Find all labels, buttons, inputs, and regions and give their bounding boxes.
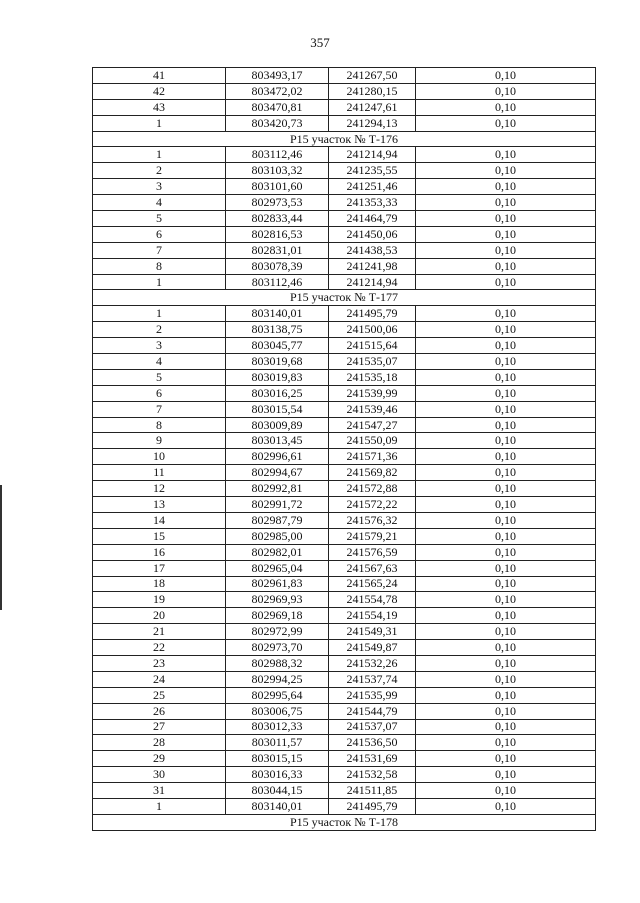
accuracy-cell: 0,10 (416, 163, 596, 179)
point-number-cell: 7 (93, 401, 226, 417)
point-number-cell: 27 (93, 719, 226, 735)
page-number: 357 (310, 35, 330, 50)
point-number-cell: 4 (93, 354, 226, 370)
x-coordinate-cell: 803009,89 (226, 417, 329, 433)
section-title: Р15 участок № Т-177 (93, 290, 596, 306)
y-coordinate-cell: 241214,94 (329, 274, 416, 290)
y-coordinate-cell: 241539,46 (329, 401, 416, 417)
coordinates-table-body (93, 68, 596, 831)
point-number-cell: 13 (93, 497, 226, 513)
table-row (93, 99, 596, 115)
x-coordinate-cell: 802972,99 (226, 624, 329, 640)
point-number-cell: 11 (93, 465, 226, 481)
y-coordinate-cell: 241537,74 (329, 671, 416, 687)
accuracy-cell: 0,10 (416, 179, 596, 195)
accuracy-cell: 0,10 (416, 369, 596, 385)
x-coordinate-cell: 803019,83 (226, 369, 329, 385)
point-number-cell: 12 (93, 481, 226, 497)
x-coordinate-cell: 803015,54 (226, 401, 329, 417)
accuracy-cell: 0,10 (416, 354, 596, 370)
accuracy-cell: 0,10 (416, 798, 596, 814)
x-coordinate-cell: 803103,32 (226, 163, 329, 179)
point-number-cell: 7 (93, 242, 226, 258)
point-number-cell: 6 (93, 226, 226, 242)
point-number-cell: 1 (93, 115, 226, 131)
x-coordinate-cell: 802973,70 (226, 640, 329, 656)
y-coordinate-cell: 241267,50 (329, 68, 416, 84)
accuracy-cell: 0,10 (416, 195, 596, 211)
x-coordinate-cell: 802996,61 (226, 449, 329, 465)
y-coordinate-cell: 241500,06 (329, 322, 416, 338)
accuracy-cell: 0,10 (416, 783, 596, 799)
table-row (93, 624, 596, 640)
x-coordinate-cell: 803016,33 (226, 767, 329, 783)
x-coordinate-cell: 803420,73 (226, 115, 329, 131)
x-coordinate-cell: 802994,25 (226, 671, 329, 687)
point-number-cell: 2 (93, 322, 226, 338)
y-coordinate-cell: 241495,79 (329, 798, 416, 814)
y-coordinate-cell: 241214,94 (329, 147, 416, 163)
y-coordinate-cell: 241280,15 (329, 83, 416, 99)
point-number-cell: 25 (93, 687, 226, 703)
accuracy-cell: 0,10 (416, 560, 596, 576)
section-header-row (93, 814, 596, 830)
y-coordinate-cell: 241579,21 (329, 528, 416, 544)
point-number-cell: 9 (93, 433, 226, 449)
point-number-cell: 6 (93, 385, 226, 401)
x-coordinate-cell: 802985,00 (226, 528, 329, 544)
x-coordinate-cell: 802994,67 (226, 465, 329, 481)
x-coordinate-cell: 802961,83 (226, 576, 329, 592)
point-number-cell: 16 (93, 544, 226, 560)
x-coordinate-cell: 802992,81 (226, 481, 329, 497)
x-coordinate-cell: 802987,79 (226, 512, 329, 528)
table-row (93, 258, 596, 274)
y-coordinate-cell: 241535,07 (329, 354, 416, 370)
table-row (93, 179, 596, 195)
accuracy-cell: 0,10 (416, 99, 596, 115)
point-number-cell: 8 (93, 417, 226, 433)
x-coordinate-cell: 803019,68 (226, 354, 329, 370)
point-number-cell: 8 (93, 258, 226, 274)
y-coordinate-cell: 241554,19 (329, 608, 416, 624)
x-coordinate-cell: 803101,60 (226, 179, 329, 195)
x-coordinate-cell: 802973,53 (226, 195, 329, 211)
table-row (93, 338, 596, 354)
table-row (93, 465, 596, 481)
table-row (93, 703, 596, 719)
y-coordinate-cell: 241464,79 (329, 211, 416, 227)
x-coordinate-cell: 802833,44 (226, 211, 329, 227)
y-coordinate-cell: 241576,32 (329, 512, 416, 528)
accuracy-cell: 0,10 (416, 242, 596, 258)
y-coordinate-cell: 241535,99 (329, 687, 416, 703)
accuracy-cell: 0,10 (416, 433, 596, 449)
x-coordinate-cell: 802969,93 (226, 592, 329, 608)
table-row (93, 783, 596, 799)
y-coordinate-cell: 241554,78 (329, 592, 416, 608)
x-coordinate-cell: 802965,04 (226, 560, 329, 576)
y-coordinate-cell: 241532,58 (329, 767, 416, 783)
table-row (93, 322, 596, 338)
point-number-cell: 3 (93, 338, 226, 354)
accuracy-cell: 0,10 (416, 544, 596, 560)
y-coordinate-cell: 241576,59 (329, 544, 416, 560)
y-coordinate-cell: 241549,87 (329, 640, 416, 656)
y-coordinate-cell: 241353,33 (329, 195, 416, 211)
y-coordinate-cell: 241235,55 (329, 163, 416, 179)
x-coordinate-cell: 803045,77 (226, 338, 329, 354)
table-row (93, 640, 596, 656)
accuracy-cell: 0,10 (416, 592, 596, 608)
x-coordinate-cell: 802988,32 (226, 655, 329, 671)
accuracy-cell: 0,10 (416, 226, 596, 242)
accuracy-cell: 0,10 (416, 306, 596, 322)
point-number-cell: 14 (93, 512, 226, 528)
y-coordinate-cell: 241511,85 (329, 783, 416, 799)
point-number-cell: 30 (93, 767, 226, 783)
y-coordinate-cell: 241438,53 (329, 242, 416, 258)
point-number-cell: 1 (93, 274, 226, 290)
y-coordinate-cell: 241549,31 (329, 624, 416, 640)
x-coordinate-cell: 803472,02 (226, 83, 329, 99)
accuracy-cell: 0,10 (416, 115, 596, 131)
point-number-cell: 28 (93, 735, 226, 751)
accuracy-cell: 0,10 (416, 767, 596, 783)
table-row (93, 719, 596, 735)
table-row (93, 242, 596, 258)
table-row (93, 226, 596, 242)
point-number-cell: 5 (93, 211, 226, 227)
table-row (93, 211, 596, 227)
y-coordinate-cell: 241515,64 (329, 338, 416, 354)
point-number-cell: 3 (93, 179, 226, 195)
x-coordinate-cell: 802995,64 (226, 687, 329, 703)
point-number-cell: 43 (93, 99, 226, 115)
table-row (93, 401, 596, 417)
table-row (93, 481, 596, 497)
point-number-cell: 41 (93, 68, 226, 84)
accuracy-cell: 0,10 (416, 465, 596, 481)
x-coordinate-cell: 803015,15 (226, 751, 329, 767)
table-row (93, 735, 596, 751)
accuracy-cell: 0,10 (416, 322, 596, 338)
point-number-cell: 31 (93, 783, 226, 799)
table-row (93, 385, 596, 401)
x-coordinate-cell: 803470,81 (226, 99, 329, 115)
table-row (93, 433, 596, 449)
accuracy-cell: 0,10 (416, 68, 596, 84)
x-coordinate-cell: 803138,75 (226, 322, 329, 338)
table-row (93, 83, 596, 99)
point-number-cell: 15 (93, 528, 226, 544)
point-number-cell: 19 (93, 592, 226, 608)
point-number-cell: 2 (93, 163, 226, 179)
y-coordinate-cell: 241547,27 (329, 417, 416, 433)
point-number-cell: 10 (93, 449, 226, 465)
point-number-cell: 20 (93, 608, 226, 624)
table-row (93, 417, 596, 433)
x-coordinate-cell: 803012,33 (226, 719, 329, 735)
table-row (93, 767, 596, 783)
table-row (93, 306, 596, 322)
accuracy-cell: 0,10 (416, 512, 596, 528)
accuracy-cell: 0,10 (416, 481, 596, 497)
accuracy-cell: 0,10 (416, 608, 596, 624)
accuracy-cell: 0,10 (416, 274, 596, 290)
section-title: Р15 участок № Т-176 (93, 131, 596, 147)
point-number-cell: 42 (93, 83, 226, 99)
accuracy-cell: 0,10 (416, 687, 596, 703)
y-coordinate-cell: 241572,88 (329, 481, 416, 497)
point-number-cell: 17 (93, 560, 226, 576)
accuracy-cell: 0,10 (416, 671, 596, 687)
accuracy-cell: 0,10 (416, 497, 596, 513)
x-coordinate-cell: 803112,46 (226, 147, 329, 163)
section-header-row (93, 131, 596, 147)
x-coordinate-cell: 803016,25 (226, 385, 329, 401)
y-coordinate-cell: 241532,26 (329, 655, 416, 671)
y-coordinate-cell: 241247,61 (329, 99, 416, 115)
point-number-cell: 1 (93, 147, 226, 163)
x-coordinate-cell: 803044,15 (226, 783, 329, 799)
y-coordinate-cell: 241450,06 (329, 226, 416, 242)
y-coordinate-cell: 241294,13 (329, 115, 416, 131)
accuracy-cell: 0,10 (416, 640, 596, 656)
accuracy-cell: 0,10 (416, 735, 596, 751)
table-row (93, 560, 596, 576)
x-coordinate-cell: 802991,72 (226, 497, 329, 513)
accuracy-cell: 0,10 (416, 417, 596, 433)
table-row (93, 528, 596, 544)
y-coordinate-cell: 241569,82 (329, 465, 416, 481)
table-row (93, 798, 596, 814)
x-coordinate-cell: 803140,01 (226, 798, 329, 814)
accuracy-cell: 0,10 (416, 449, 596, 465)
y-coordinate-cell: 241536,50 (329, 735, 416, 751)
table-row (93, 512, 596, 528)
point-number-cell: 29 (93, 751, 226, 767)
accuracy-cell: 0,10 (416, 385, 596, 401)
x-coordinate-cell: 803006,75 (226, 703, 329, 719)
point-number-cell: 22 (93, 640, 226, 656)
table-row (93, 195, 596, 211)
point-number-cell: 1 (93, 306, 226, 322)
x-coordinate-cell: 803140,01 (226, 306, 329, 322)
y-coordinate-cell: 241567,63 (329, 560, 416, 576)
accuracy-cell: 0,10 (416, 719, 596, 735)
accuracy-cell: 0,10 (416, 211, 596, 227)
table-row (93, 449, 596, 465)
accuracy-cell: 0,10 (416, 576, 596, 592)
scan-edge-mark (0, 485, 2, 610)
point-number-cell: 1 (93, 798, 226, 814)
table-row (93, 115, 596, 131)
accuracy-cell: 0,10 (416, 751, 596, 767)
accuracy-cell: 0,10 (416, 655, 596, 671)
table-row (93, 671, 596, 687)
x-coordinate-cell: 803112,46 (226, 274, 329, 290)
table-row (93, 687, 596, 703)
accuracy-cell: 0,10 (416, 401, 596, 417)
point-number-cell: 21 (93, 624, 226, 640)
accuracy-cell: 0,10 (416, 703, 596, 719)
y-coordinate-cell: 241241,98 (329, 258, 416, 274)
accuracy-cell: 0,10 (416, 258, 596, 274)
table-row (93, 544, 596, 560)
y-coordinate-cell: 241572,22 (329, 497, 416, 513)
y-coordinate-cell: 241535,18 (329, 369, 416, 385)
y-coordinate-cell: 241544,79 (329, 703, 416, 719)
x-coordinate-cell: 803013,45 (226, 433, 329, 449)
table-row (93, 163, 596, 179)
y-coordinate-cell: 241550,09 (329, 433, 416, 449)
table-row (93, 354, 596, 370)
accuracy-cell: 0,10 (416, 147, 596, 163)
y-coordinate-cell: 241565,24 (329, 576, 416, 592)
y-coordinate-cell: 241539,99 (329, 385, 416, 401)
coordinates-table (92, 67, 596, 831)
accuracy-cell: 0,10 (416, 338, 596, 354)
y-coordinate-cell: 241495,79 (329, 306, 416, 322)
table-row (93, 608, 596, 624)
x-coordinate-cell: 803493,17 (226, 68, 329, 84)
table-row (93, 592, 596, 608)
x-coordinate-cell: 803078,39 (226, 258, 329, 274)
table-row (93, 497, 596, 513)
accuracy-cell: 0,10 (416, 528, 596, 544)
section-header-row (93, 290, 596, 306)
point-number-cell: 23 (93, 655, 226, 671)
x-coordinate-cell: 802982,01 (226, 544, 329, 560)
table-row (93, 655, 596, 671)
y-coordinate-cell: 241571,36 (329, 449, 416, 465)
x-coordinate-cell: 802816,53 (226, 226, 329, 242)
accuracy-cell: 0,10 (416, 624, 596, 640)
table-row (93, 369, 596, 385)
x-coordinate-cell: 803011,57 (226, 735, 329, 751)
table-row (93, 576, 596, 592)
table-row (93, 274, 596, 290)
x-coordinate-cell: 802831,01 (226, 242, 329, 258)
x-coordinate-cell: 802969,18 (226, 608, 329, 624)
y-coordinate-cell: 241251,46 (329, 179, 416, 195)
point-number-cell: 18 (93, 576, 226, 592)
point-number-cell: 24 (93, 671, 226, 687)
point-number-cell: 4 (93, 195, 226, 211)
y-coordinate-cell: 241537,07 (329, 719, 416, 735)
accuracy-cell: 0,10 (416, 83, 596, 99)
point-number-cell: 5 (93, 369, 226, 385)
y-coordinate-cell: 241531,69 (329, 751, 416, 767)
table-row (93, 147, 596, 163)
table-row (93, 751, 596, 767)
point-number-cell: 26 (93, 703, 226, 719)
table-row (93, 68, 596, 84)
section-title: Р15 участок № Т-178 (93, 814, 596, 830)
